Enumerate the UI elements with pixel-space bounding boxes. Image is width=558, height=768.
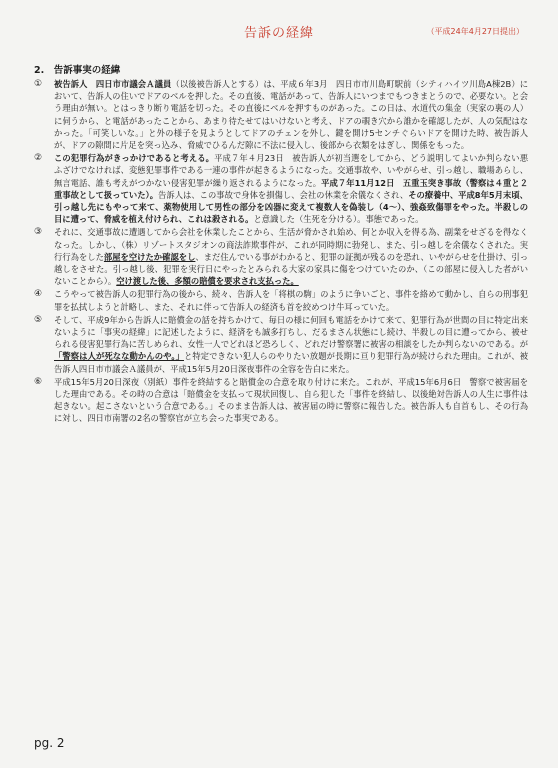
item-text: こうやって被告訴人の犯罪行為の後から、続々、告訴人を「将棋の駒」のように争いごと、事件を絡めて動かし、自らの刑事犯罪を払拭しようと計略し、また、それに伴って告訴人の経済も首を絞めつけ牛耳っていた。 xyxy=(54,289,528,312)
page-number: pg. 2 xyxy=(34,736,65,750)
bold-phrase: この犯罪行為がきっかけであると考える。 xyxy=(54,153,215,164)
item-number: ③ xyxy=(34,227,43,238)
item-text xyxy=(54,78,528,151)
underlined-phrase: 「警察は人が死なな動かんのや。」 xyxy=(54,351,184,362)
item-number: ① xyxy=(34,79,43,89)
item-number: ④ xyxy=(34,289,43,300)
text-span: 平成７年４月23日 被告訴人が初当選をしてから、どう説明してよいか判らない悪ふざけでなければ、変態犯罪事件である一連の事件が起きるようになった。交通事故や、いやがらせ、引っ越し、職場あらし、無言電話、誰も考えがつかない侵害犯罪が繰り返されるようになった。 xyxy=(54,153,528,188)
item-text xyxy=(54,226,528,287)
list-item xyxy=(34,288,528,312)
text-span: そして、平成9年から告訴人に賠償金の話を持ちかけて、毎日の様に何回も電話をかけて来て、犯罪行為が世間の目に特定出来ないように「事実の経緯」に記述したように、経済をも誠多打ちし、だるまさん状態にし続け、半殺しの目に遭ってから、被せられる侵害犯罪行為に苦しめられ、女性一人でどれほど恐ろしく、どれだけ警察署に被害の相談をしたか判らないのである。が xyxy=(54,314,528,350)
list-item xyxy=(34,314,528,375)
underlined-phrase: 空け渡した後、多額の賠償を要求され支払った。 xyxy=(116,276,299,287)
item-text xyxy=(54,152,528,225)
text-span: （以後被告訴人とする）は、平成６年3月 四日市市川島町駅前（シティハイツ川島A棟2B）において、告訴人の住いでドアのベルを押した。その直後、電話があって、告訴人にいつまでもつきまとうので、必要ない。と会う理由が無い。とはっきり断り電話を切った。その直後にベルを押すものがあった。この日は、水道代の集金（実家の裏の人）に伺うから、と電話があったことから、あまり待たせてはいけないと考え、ドアの覗き穴から誰かを確認したが、人の気配はなかった。「可笑しいな。」と外の様子を見ようとしてドアのチェンを外し、鍵を開け5センチぐらいドアを開けた時、被告訴人が、ドアの隙間に片足を突っ込み、脅威でひるんだ隙に不法に侵入し、後部から衣類をはぎし、関係をもった。 xyxy=(54,79,528,151)
item-number: ⑥ xyxy=(34,376,43,387)
item-text: 平成15年5月20日深夜（別紙）事件を終結すると賠償金の合意を取り付けに来た。これが、平成15年6月6日 警察で被害届をした理由である。その時の合意は「賠償金を支払って現状回復し、自ら犯した「事件を終結し、以後絶対告訴人の人生に事件は起きない。起こさないという合意である。」そのまま告訴人は、被害届の時に警察に報告した。被告訴人も自首もし、その行為に対し、四日市南署の2名の警察官が立ち会った事実である。 xyxy=(54,376,528,424)
text-span: それに、交通事故に遭遇してから会社を休業したことから、生活が脅かされ始め、何とか収入を得る為、副業をせざるを得なくなった。しかし、（株）リゾートスタジオンの商法詐欺事件が、これが同時期に勃発し、また、引っ越しを余儀なくされた。実行行為をした xyxy=(54,227,528,262)
bold-phrase: その療養中、平成8年5月末頃、引っ越し先にもやって来て、薬物使用して男性の部分を凶器に変えて複数人を偽装し（4～）、強姦致傷罪をやった。半殺しの目に遭って、脅威を植え付けられ、これは殺される。 xyxy=(54,189,528,225)
bold-phrase: 被告訴人 四日市市議会Ａ議員 xyxy=(54,79,172,89)
list-item xyxy=(34,78,528,151)
underlined-phrase: 部屋を空けたか確認をし xyxy=(103,251,196,262)
section-heading: 2. 告訴事実の経緯 xyxy=(34,65,121,76)
text-span: と特定できない犯人らのやりたい放題が長期に亘り犯罪行為が続けられた理由。これが、被告訴人四日市市議会Ａ議員が、平成15年5月20日深夜事件の全容を告白に来た。 xyxy=(54,351,528,374)
text-span: 、まだ住んでいる事がわかると、犯罪の証拠が残るのを恐れ、いやがらせを仕掛け、引っ越しをさせた。引っ越し後、犯罪を実行日にやったとみられる大家の家具に傷をつけていたのか、（この部屋に侵入した者がいないことから）。 xyxy=(54,251,528,287)
list-item xyxy=(34,226,528,287)
item-number: ② xyxy=(34,153,43,164)
bold-phrase: 平成７年11月12日 五重玉突き事故（警察は４重と２重事故として扱っていた）。 xyxy=(54,177,528,200)
body-text xyxy=(34,78,528,426)
text-span: 告訴人は、この事故で身体を損傷し、会社の休業を余儀なくされ、 xyxy=(158,189,409,200)
list-item xyxy=(34,376,528,425)
submission-date: （平成24年4月27日提出） xyxy=(426,27,524,36)
item-number: ⑤ xyxy=(34,314,43,325)
text-span: と意識した（生死を分ける）。事態であった。 xyxy=(253,214,424,225)
document-title: 告訴の経緯 xyxy=(243,26,314,41)
list-item xyxy=(34,152,528,225)
item-text xyxy=(54,314,528,375)
